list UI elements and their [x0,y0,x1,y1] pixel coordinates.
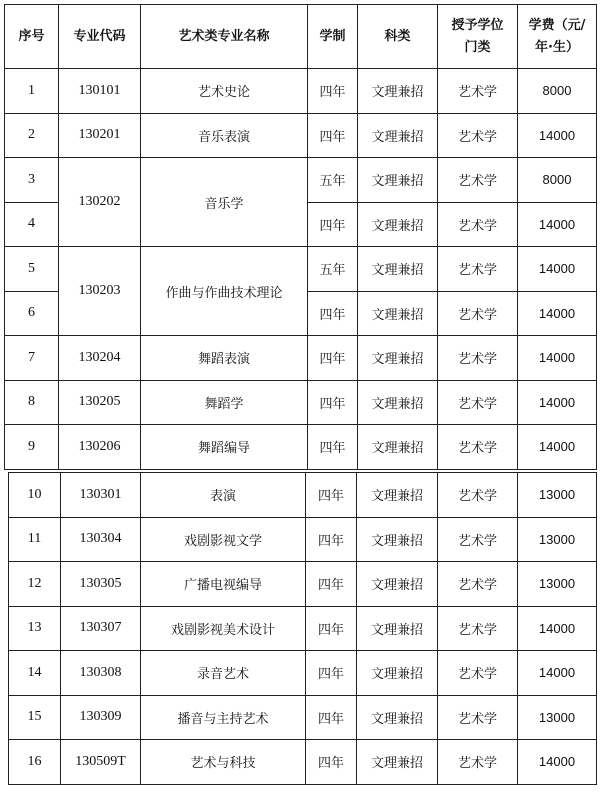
header-name: 艺术类专业名称 [141,5,308,69]
cell-name: 戏剧影视文学 [141,517,306,562]
cell-subject: 文理兼招 [358,380,438,425]
cell-subject: 文理兼招 [357,651,438,696]
cell-name: 艺术史论 [141,69,308,114]
cell-seq: 9 [5,425,59,470]
cell-code: 130204 [59,336,141,381]
cell-subject: 文理兼招 [357,740,438,785]
cell-duration: 四年 [306,473,357,518]
cell-duration: 四年 [308,69,358,114]
cell-seq: 8 [5,380,59,425]
cell-seq: 2 [5,113,59,158]
cell-name: 广播电视编导 [141,562,306,607]
cell-seq: 12 [9,562,61,607]
cell-name: 戏剧影视美术设计 [141,606,306,651]
cell-duration: 五年 [308,247,358,292]
cell-subject: 文理兼招 [358,247,438,292]
cell-degree: 艺术学 [438,247,518,292]
cell-fee: 14000 [518,113,597,158]
cell-seq: 11 [9,517,61,562]
table-row [9,695,597,740]
cell-subject: 文理兼招 [357,695,438,740]
cell-subject: 文理兼招 [358,425,438,470]
table-row [5,69,597,114]
header-subject: 科类 [358,5,438,69]
table-row [5,336,597,381]
cell-subject: 文理兼招 [358,291,438,336]
cell-duration: 五年 [308,158,358,203]
cell-degree: 艺术学 [438,291,518,336]
cell-degree: 艺术学 [438,651,518,696]
header-fee-line1: 学费（元/ [528,17,586,33]
header-duration: 学制 [308,5,358,69]
cell-fee: 13000 [518,695,597,740]
cell-code: 130205 [59,380,141,425]
header-seq: 序号 [5,5,59,69]
table-row [9,740,597,785]
header-row [5,5,597,69]
cell-seq: 10 [9,473,61,518]
cell-seq: 15 [9,695,61,740]
cell-code: 130202 [59,158,141,247]
cell-duration: 四年 [308,336,358,381]
cell-duration: 四年 [306,562,357,607]
cell-seq: 3 [5,158,59,203]
cell-duration: 四年 [306,651,357,696]
cell-duration: 四年 [306,695,357,740]
cell-code: 130509T [61,740,141,785]
cell-subject: 文理兼招 [357,606,438,651]
cell-degree: 艺术学 [438,606,518,651]
cell-subject: 文理兼招 [358,113,438,158]
cell-subject: 文理兼招 [358,69,438,114]
header-code: 专业代码 [59,5,141,69]
cell-fee: 14000 [518,740,597,785]
cell-fee: 14000 [518,291,597,336]
table-row [9,606,597,651]
cell-duration: 四年 [308,291,358,336]
cell-fee: 14000 [518,202,597,247]
table-row [5,247,597,292]
cell-name: 音乐表演 [141,113,308,158]
table-row [9,517,597,562]
header-degree-line1: 授予学位 [451,17,504,33]
table-row [9,651,597,696]
cell-fee: 14000 [518,651,597,696]
table-row [9,473,597,518]
cell-code: 130305 [61,562,141,607]
cell-code: 130101 [59,69,141,114]
cell-fee: 13000 [518,517,597,562]
cell-name: 作曲与作曲技术理论 [141,247,308,336]
cell-fee: 8000 [518,158,597,203]
cell-code: 130308 [61,651,141,696]
cell-fee: 13000 [518,473,597,518]
header-fee [518,5,597,69]
table-row [9,562,597,607]
cell-degree: 艺术学 [438,69,518,114]
cell-subject: 文理兼招 [358,336,438,381]
tuition-table-part2 [8,472,597,785]
cell-degree: 艺术学 [438,336,518,381]
cell-degree: 艺术学 [438,158,518,203]
cell-fee: 13000 [518,562,597,607]
cell-name: 艺术与科技 [141,740,306,785]
cell-seq: 14 [9,651,61,696]
cell-code: 130203 [59,247,141,336]
cell-degree: 艺术学 [438,202,518,247]
cell-subject: 文理兼招 [357,517,438,562]
cell-duration: 四年 [308,113,358,158]
cell-duration: 四年 [308,202,358,247]
cell-duration: 四年 [306,606,357,651]
cell-subject: 文理兼招 [357,473,438,518]
cell-name: 音乐学 [141,158,308,247]
cell-name: 录音艺术 [141,651,306,696]
header-degree-line2: 门类 [464,39,491,55]
cell-name: 播音与主持艺术 [141,695,306,740]
tuition-table-part1 [4,4,597,470]
cell-seq: 7 [5,336,59,381]
cell-duration: 四年 [306,740,357,785]
cell-name: 舞蹈表演 [141,336,308,381]
table-row [5,158,597,203]
cell-seq: 6 [5,291,59,336]
cell-subject: 文理兼招 [358,202,438,247]
cell-fee: 14000 [518,247,597,292]
cell-seq: 4 [5,202,59,247]
header-fee-line2: 年·生） [535,39,579,55]
cell-degree: 艺术学 [438,517,518,562]
cell-fee: 14000 [518,606,597,651]
cell-duration: 四年 [308,425,358,470]
cell-fee: 14000 [518,425,597,470]
cell-degree: 艺术学 [438,473,518,518]
cell-seq: 16 [9,740,61,785]
cell-duration: 四年 [308,380,358,425]
cell-degree: 艺术学 [438,695,518,740]
cell-name: 表演 [141,473,306,518]
cell-fee: 14000 [518,336,597,381]
cell-name: 舞蹈学 [141,380,308,425]
cell-degree: 艺术学 [438,425,518,470]
cell-degree: 艺术学 [438,380,518,425]
table-row [5,380,597,425]
cell-degree: 艺术学 [438,562,518,607]
cell-code: 130304 [61,517,141,562]
cell-seq: 13 [9,606,61,651]
header-degree [438,5,518,69]
cell-subject: 文理兼招 [357,562,438,607]
cell-duration: 四年 [306,517,357,562]
cell-name: 舞蹈编导 [141,425,308,470]
cell-subject: 文理兼招 [358,158,438,203]
cell-fee: 14000 [518,380,597,425]
cell-seq: 5 [5,247,59,292]
cell-code: 130206 [59,425,141,470]
cell-code: 130201 [59,113,141,158]
cell-degree: 艺术学 [438,113,518,158]
cell-code: 130301 [61,473,141,518]
table-row [5,425,597,470]
cell-code: 130309 [61,695,141,740]
cell-code: 130307 [61,606,141,651]
cell-degree: 艺术学 [438,740,518,785]
cell-seq: 1 [5,69,59,114]
cell-fee: 8000 [518,69,597,114]
table-row [5,113,597,158]
